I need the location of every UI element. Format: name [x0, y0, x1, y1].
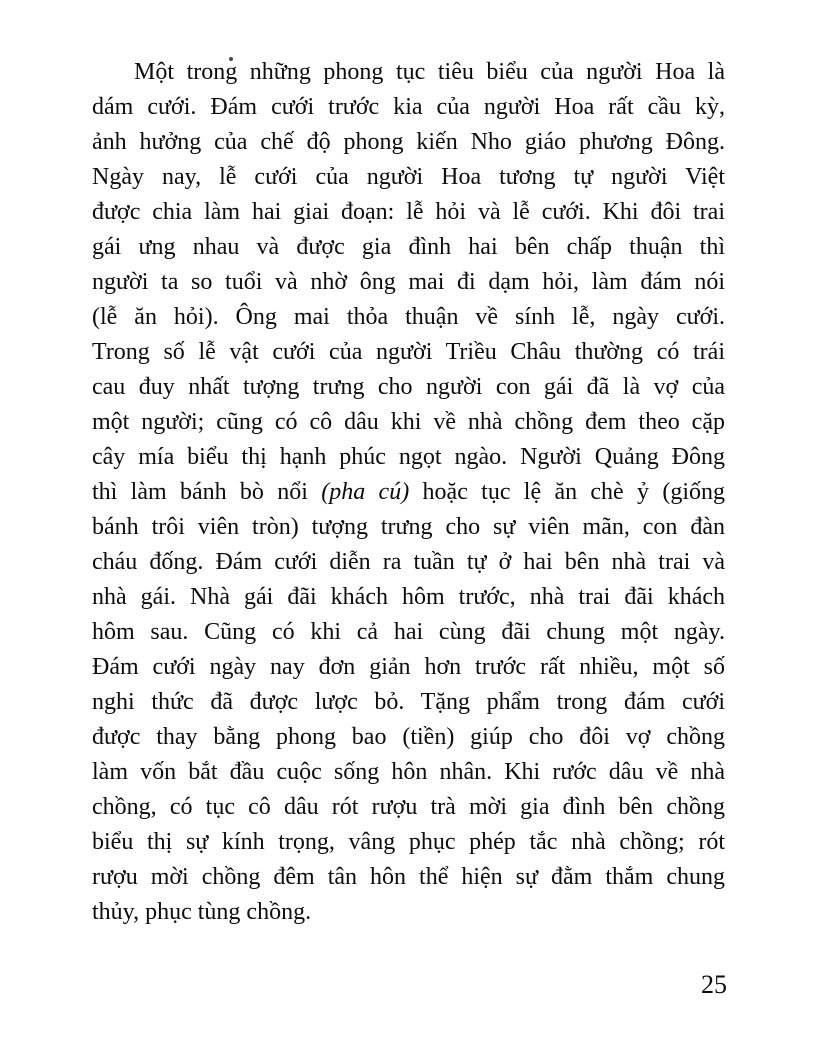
text-run: chồng, có tục cô dâu rót rượu trà mời gia đình bên chồng	[92, 794, 725, 820]
text-run: gái ưng nhau và được gia đình hai bên chấp thuận thì	[92, 234, 725, 260]
text-run: cây mía biểu thị hạnh phúc ngọt ngào. Người Quảng Đông	[92, 444, 725, 470]
text-run: nhà gái. Nhà gái đãi khách hôm trước, nhà trai đãi khách	[92, 584, 725, 610]
text-run: rượu mời chồng đêm tân hôn thể hiện sự đằm thắm chung	[92, 864, 725, 890]
text-line	[92, 755, 725, 790]
text-run: bánh trôi viên tròn) tượng trưng cho sự viên mãn, con đàn	[92, 514, 725, 540]
text-line	[92, 790, 725, 825]
page-number: 25	[701, 970, 727, 999]
italic-text-run: (pha cú)	[321, 479, 410, 505]
text-line	[92, 825, 725, 860]
text-line	[92, 860, 725, 895]
text-run: dám cưới. Đám cưới trước kia của người Hoa rất cầu kỳ,	[92, 94, 725, 120]
text-run: hôm sau. Cũng có khi cả hai cùng đãi chung một ngày.	[92, 619, 725, 645]
text-line	[92, 650, 725, 685]
text-run: một người; cũng có cô dâu khi về nhà chồng đem theo cặp	[92, 409, 725, 435]
text-run: làm vốn bắt đầu cuộc sống hôn nhân. Khi rước dâu về nhà	[92, 759, 725, 785]
text-line	[92, 615, 725, 650]
text-line	[92, 55, 725, 90]
text-run: Một trong những phong tục tiêu biểu của người Hoa là	[134, 59, 725, 85]
text-line	[92, 685, 725, 720]
text-run: (lễ ăn hỏi). Ông mai thỏa thuận về sính lễ, ngày cưới.	[92, 304, 725, 330]
text-line	[92, 370, 725, 405]
text-run: Trong số lễ vật cưới của người Triều Châu thường có trái	[92, 339, 725, 365]
text-line	[92, 405, 725, 440]
text-line	[92, 125, 725, 160]
text-line	[92, 545, 725, 580]
text-run: được chia làm hai giai đoạn: lễ hỏi và lễ cưới. Khi đôi trai	[92, 199, 725, 225]
text-line	[92, 160, 725, 195]
text-line	[92, 265, 725, 300]
text-run: Ngày nay, lễ cưới của người Hoa tương tự người Việt	[92, 164, 725, 190]
text-run: ảnh hưởng của chế độ phong kiến Nho giáo phương Đông.	[92, 129, 725, 155]
text-run: nghi thức đã được lược bỏ. Tặng phẩm trong đám cưới	[92, 689, 725, 715]
text-run: thì làm bánh bò nổi	[92, 479, 322, 505]
text-line	[92, 90, 725, 125]
text-line	[92, 510, 725, 545]
text-run: được thay bằng phong bao (tiền) giúp cho đôi vợ chồng	[92, 724, 725, 750]
text-line	[92, 335, 725, 370]
text-line	[92, 195, 725, 230]
text-line	[92, 895, 725, 930]
text-paragraph	[92, 55, 725, 930]
text-line	[92, 300, 725, 335]
text-run: hoặc tục lệ ăn chè ỷ (giống	[409, 479, 725, 505]
text-run: biểu thị sự kính trọng, vâng phục phép tắc nhà chồng; rót	[92, 829, 725, 855]
text-line	[92, 230, 725, 265]
text-run: Đám cưới ngày nay đơn giản hơn trước rất nhiều, một số	[92, 654, 725, 680]
text-run: người ta so tuổi và nhờ ông mai đi dạm hỏi, làm đám nói	[92, 269, 725, 295]
text-run: cau đuy nhất tượng trưng cho người con gái đã là vợ của	[92, 374, 725, 400]
text-line	[92, 440, 725, 475]
text-line	[92, 580, 725, 615]
text-run: cháu đống. Đám cưới diễn ra tuần tự ở hai bên nhà trai và	[92, 549, 725, 575]
text-run: thủy, phục tùng chồng.	[92, 899, 312, 925]
text-line	[92, 720, 725, 755]
text-line	[92, 475, 725, 510]
